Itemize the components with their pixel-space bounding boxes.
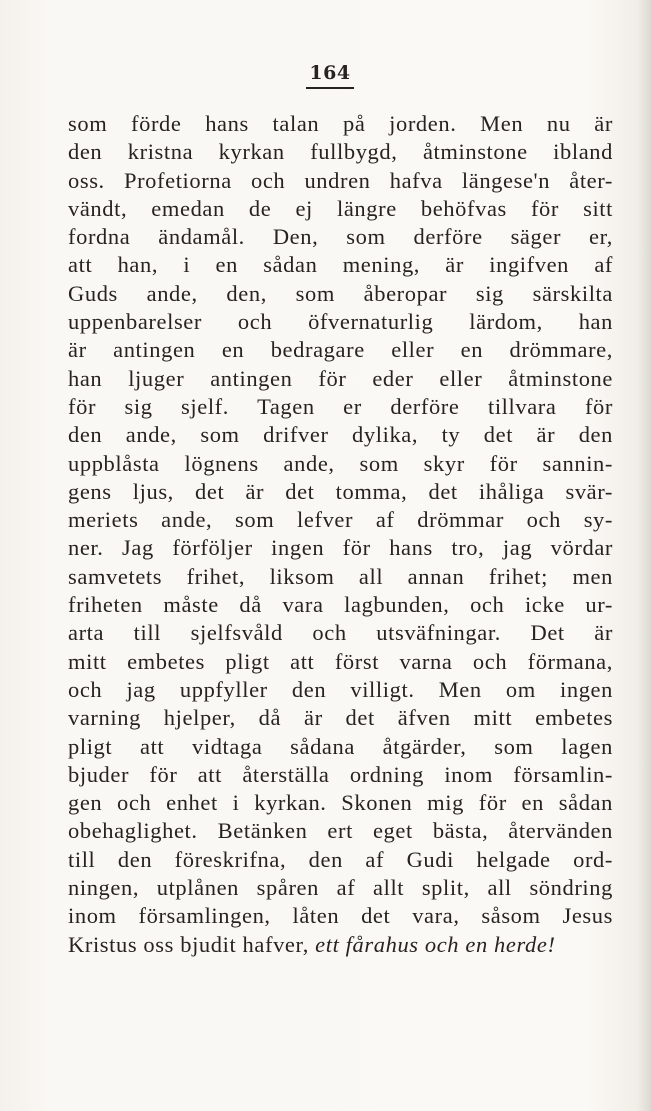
text-line: uppblåsta lögnens ande, som skyr för sannin-	[68, 450, 613, 476]
final-line-italic: ett fårahus och en herde!	[315, 931, 556, 957]
text-line: friheten måste då vara lagbunden, och icke ur-	[68, 592, 613, 618]
text-line: som förde hans talan på jorden. Men nu är	[68, 111, 613, 136]
text-line: obehaglighet. Betänken ert eget bästa, återvänden	[68, 818, 613, 844]
text-line: samvetets frihet, liksom all annan frihet; men	[68, 563, 613, 589]
text-line: oss. Profetiorna och undren hafva längese'n åter-	[68, 167, 613, 193]
body-text	[68, 110, 613, 959]
text-line: meriets ande, som lefver af drömmar och sy-	[68, 507, 613, 533]
text-line: varning hjelper, då är det äfven mitt embetes	[68, 705, 613, 731]
text-line: och jag uppfyller den villigt. Men om ingen	[68, 676, 613, 702]
text-line: den kristna kyrkan fullbygd, åtminstone ibland	[68, 139, 613, 165]
text-line: pligt att vidtaga sådana åtgärder, som lagen	[68, 733, 613, 759]
text-line: till den föreskrifna, den af Gudi helgade ord-	[68, 846, 613, 872]
text-line: bjuder för att återställa ordning inom församlin-	[68, 761, 613, 787]
text-line: är antingen en bedragare eller en drömmare,	[68, 337, 613, 363]
text-line: ner. Jag förföljer ingen för hans tro, jag vördar	[68, 535, 613, 561]
page-number: 164	[309, 62, 351, 84]
text-line: fordna ändamål. Den, som derföre säger er,	[68, 224, 613, 250]
text-line: inom församlingen, låten det vara, såsom Jesus	[68, 903, 613, 929]
final-line-roman: Kristus oss bjudit hafver,	[68, 931, 309, 957]
text-line: uppenbarelser och öfvernaturlig lärdom, han	[68, 309, 613, 335]
text-line: den ande, som drifver dylika, ty det är den	[68, 422, 613, 448]
text-line: att han, i en sådan mening, är ingifven af	[68, 252, 613, 278]
text-line: gen och enhet i kyrkan. Skonen mig för en sådan	[68, 790, 613, 816]
text-line: han ljuger antingen för eder eller åtminstone	[68, 365, 613, 391]
text-line-final	[68, 931, 613, 959]
text-line: Guds ande, den, som åberopar sig särskilta	[68, 280, 613, 306]
text-line: ningen, utplånen spåren af allt split, all söndring	[68, 875, 613, 901]
text-line: arta till sjelfsvåld och utsväfningar. Det är	[68, 620, 613, 646]
text-line: för sig sjelf. Tagen er derföre tillvara för	[68, 393, 613, 419]
text-line: vändt, emedan de ej längre behöfvas för sitt	[68, 195, 613, 221]
page-edge-shadow	[637, 0, 651, 1111]
text-line: mitt embetes pligt att först varna och förmana,	[68, 648, 613, 674]
page-number-rule	[306, 87, 354, 89]
text-line: gens ljus, det är det tomma, det ihåliga svär-	[68, 478, 613, 504]
